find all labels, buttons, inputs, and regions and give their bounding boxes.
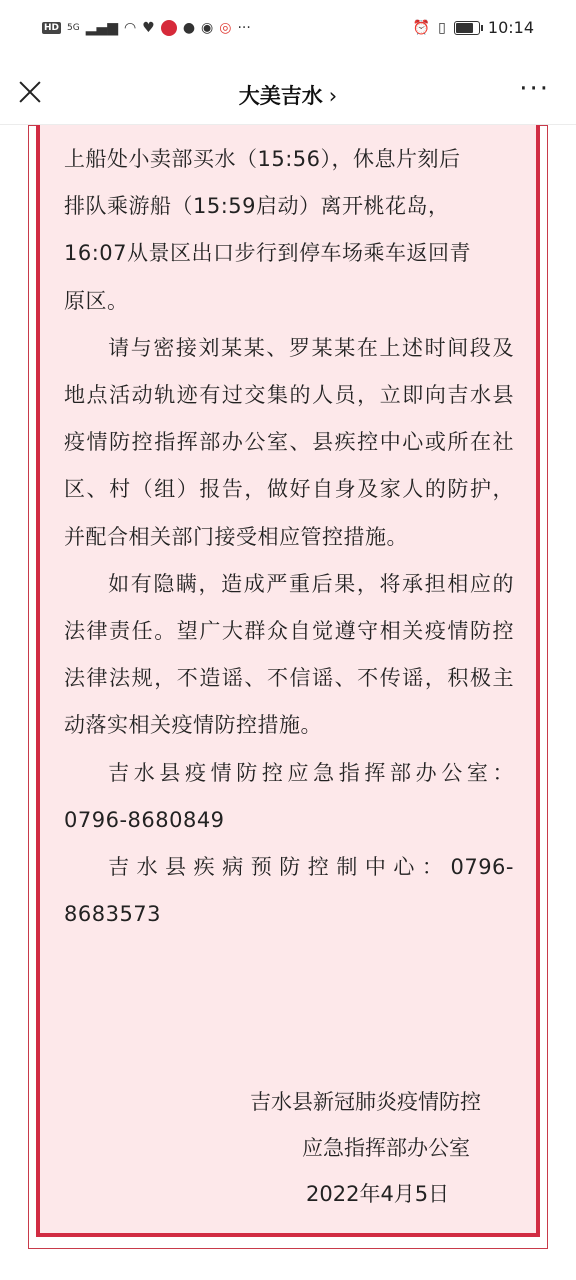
status-left [42, 20, 251, 36]
paragraph-cdc-phone: 吉水县疾病预防控制中心：0796-8683573 [64, 855, 514, 927]
nav-bar [0, 62, 576, 125]
signature-org-line1: 吉水县新冠肺炎疫情防控 [250, 1090, 481, 1114]
paragraph-legal-warning: 如有隐瞒，造成严重后果，将承担相应的法律责任。望广大群众自觉遵守相关疫情防控法律法规，不造谣、不信谣、不传谣，积极主动落实相关疫情防控措施。 [64, 571, 514, 738]
route-line: 16:07从景区出口步行到停车场乘车返回青 [64, 241, 472, 266]
signature-date: 2022年4月5日 [306, 1182, 450, 1206]
paragraph-report-request: 请与密接刘某某、罗某某在上述时间段及地点活动轨迹有过交集的人员，立即向吉水县疫情防控指挥部办公室、县疾控中心或所在社区、村（组）报告，做好自身及家人的防护，并配合相关部门接受相应管控措施。 [64, 335, 514, 549]
signature-org-line2: 应急指挥部办公室 [302, 1136, 470, 1160]
battery-level [456, 23, 473, 33]
status-right [413, 18, 534, 37]
battery-icon [454, 21, 480, 35]
notification-app-icon [161, 20, 177, 36]
hd-icon: HD [44, 23, 60, 33]
route-line: 原区。 [64, 288, 129, 313]
wechat-icon: ● [182, 20, 196, 36]
article-body [64, 136, 514, 938]
alarm-icon: ⏰ [412, 19, 431, 36]
wifi-icon: ◠ [124, 20, 137, 36]
vibrate-icon: ▯ [438, 19, 446, 36]
paragraph-travel-route [64, 136, 514, 325]
route-line: 排队乘游船（15:59启动）离开桃花岛， [64, 194, 450, 219]
weibo-icon: ◎ [219, 20, 232, 36]
clock-time: 10:14 [487, 18, 534, 37]
status-bar [0, 0, 576, 58]
chevron-right-icon[interactable]: › [328, 84, 338, 108]
paragraph-command-office-phone: 吉水县疫情防控应急指挥部办公室：0796-8680849 [64, 760, 514, 832]
signal-icon: ▂▄▆ [85, 20, 119, 36]
more-notifications-icon: ··· [237, 20, 251, 36]
account-name[interactable]: 大美吉水 [238, 84, 323, 108]
network-type: 5G [67, 23, 80, 33]
route-line: 上船处小卖部买水（15:56），休息片刻后 [64, 147, 461, 171]
chrome-icon: ◉ [201, 20, 214, 36]
heart-icon: ♥ [142, 20, 155, 36]
account-title[interactable] [0, 74, 576, 110]
more-menu-icon[interactable]: ··· [519, 74, 550, 104]
